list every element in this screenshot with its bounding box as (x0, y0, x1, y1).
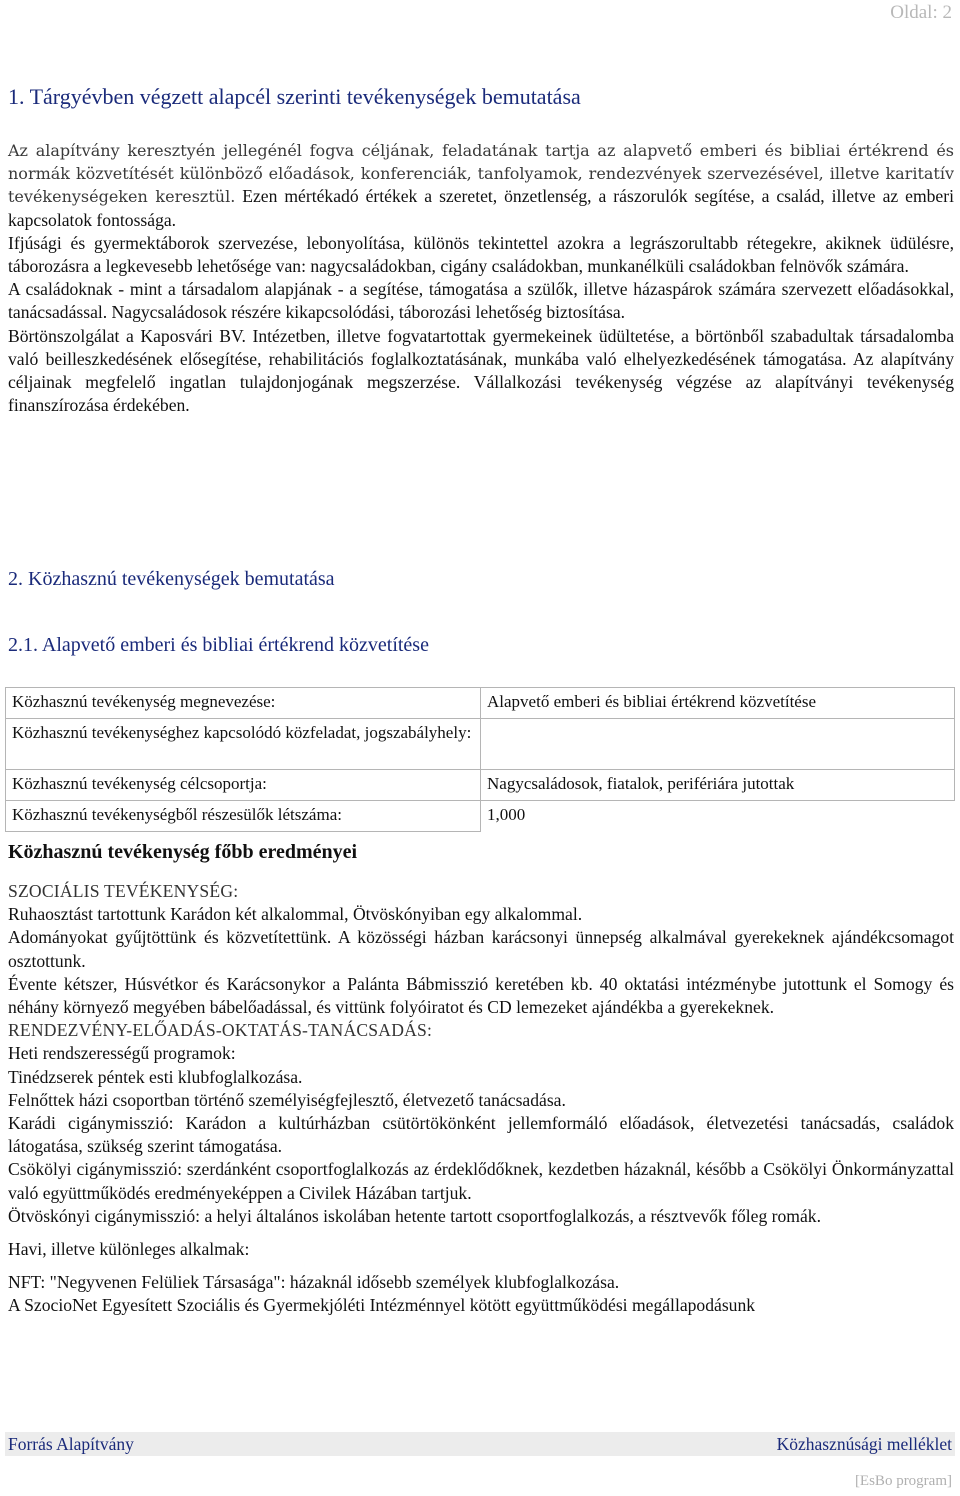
table-label: Közhasznú tevékenységhez kapcsolódó közfeladat, jogszabályhely: (6, 719, 481, 770)
footer-document-type: Közhasznúsági melléklet (776, 1433, 952, 1454)
result-line: Adományokat gyűjtöttünk és közvetítettünk. A közösségi házban karácsonyi ünnepség alkalmával gyerekeknek ajándékcsomagot osztottunk. (8, 927, 954, 971)
section-1-title: 1. Tárgyévben végzett alapcél szerinti tevékenységek bemutatása (8, 84, 581, 109)
activity-table (5, 687, 955, 832)
table-label: Közhasznú tevékenység megnevezése: (6, 688, 481, 719)
results-title: Közhasznú tevékenység főbb eredményei (8, 841, 358, 863)
result-line: Csökölyi cigánymisszió: szerdánként csoportfoglalkozás az érdeklődőknek, kezdetben házaknál, később a Csökölyi Önkormányzattal való együttműködés eredményeképpen a Civilek Házában tartjuk. (8, 1159, 954, 1203)
table-row (6, 688, 955, 719)
section-1-body (8, 139, 954, 417)
result-line: Évente kétszer, Húsvétkor és Karácsonykor a Palánta Bábmisszió keretében kb. 40 oktatási intézménybe jutottunk el Somogy és néhány környező megyében bábelőadással, és vittünk folyóiratot és CD lemezeket ajándékba a gyerekeknek. (8, 973, 954, 1018)
result-line: Heti rendszerességű programok: (8, 1043, 236, 1064)
result-line: Havi, illetve különleges alkalmak: (8, 1239, 250, 1260)
results-body (8, 880, 954, 1318)
table-value (481, 719, 955, 770)
section-2-1-title: 2.1. Alapvető emberi és bibliai értékrend közvetítése (8, 634, 429, 656)
social-heading: SZOCIÁLIS TEVÉKENYSÉG: (8, 881, 239, 901)
section-2-title: 2. Közhasznú tevékenységek bemutatása (8, 568, 335, 590)
result-line: Felnőttek házi csoportban történő személyiségfejlesztő, életvezető tanácsadása. (8, 1089, 566, 1110)
table-value: Alapvető emberi és bibliai értékrend közvetítése (481, 688, 955, 719)
page-number: Oldal: 2 (890, 2, 952, 23)
result-line: A SzocioNet Egyesített Szociális és Gyermekjóléti Intézménnyel kötött együttműködési megállapodásunk (8, 1295, 756, 1316)
table-label: Közhasznú tevékenység célcsoportja: (6, 770, 481, 801)
intro-sentence-a: Az alapítvány keresztyén jellegénél fogva céljának, feladatának tartja az alapvető emberi és bibliai értékrend és normák közvetítését különböző előadások, konferenciák, tanfolyamok, rendezvények szervezésével, illetve karitatív tevékenységeken keresztül. (8, 141, 954, 207)
footer-organization: Forrás Alapítvány (8, 1433, 134, 1454)
program-credit: [EsBo program] (854, 1473, 952, 1489)
result-line: Tinédzserek péntek esti klubfoglalkozása. (8, 1066, 303, 1087)
result-line: Karádi cigánymisszió: Karádon a kultúrházban csütörtökönként jellemformáló előadások, életvezetési tanácsadás, családok látogatása, szükség szerint támogatása. (8, 1113, 954, 1157)
event-heading: RENDEZVÉNY-ELŐADÁS-OKTATÁS-TANÁCSADÁS: (8, 1020, 433, 1041)
page-footer (5, 1432, 955, 1456)
paragraph-camps: Ifjúsági és gyermektáborok szervezése, lebonyolítása, különös tekintettel azokra a legrászorultabb rétegekre, akiknek üdülésre, táborozásra a legkevesebb lehetősége van: nagycsaládokban, cigány családokban, munkanélküli családokban felnövők számára. (8, 232, 954, 277)
table-value: 1,000 (481, 801, 955, 832)
table-label: Közhasznú tevékenységből részesülők létszáma: (6, 801, 481, 832)
result-line: Ruhaosztást tartottunk Karádon két alkalommal, Ötvöskónyiban egy alkalommal. (8, 904, 583, 925)
table-value: Nagycsaládosok, fiatalok, perifériára jutottak (481, 770, 955, 801)
result-line: Ötvöskónyi cigánymisszió: a helyi általános iskolában hetente tartott csoportfoglalkozás, a résztvevők főleg romák. (8, 1205, 821, 1226)
result-line: NFT: "Negyvenen Felüliek Társasága": házaknál idősebb személyek klubfoglalkozása. (8, 1272, 620, 1293)
paragraph-families: A családoknak - mint a társadalom alapjának - a segítése, támogatása a szülők, illetve házaspárok számára szervezett előadásokkal, tanácsadással. Nagycsaládosok részére kikapcsolódási, táborozási lehetőség biztosítása. (8, 279, 954, 323)
paragraph-prison: Börtönszolgálat a Kaposvári BV. Intézetben, illetve fogvatartottak gyermekeinek üdültetése, a börtönből szabadultak társadalomba való beilleszkedésének elősegítése, rehabilitációs foglalkoztatásának, munkába való elhelyezkedésének támogatása. Az alapítvány céljainak megfelelő ingatlan tulajdonjogának megszerzése. Vállalkozási tevékenység végzése az alapítványi tevékenység finanszírozása érdekében. (8, 325, 954, 416)
intro-sentence-b: Ezen mértékadó értékek a szeretet, önzetlenség, a rászorulók segítése, a család, illetve az emberi kapcsolatok fontossága. (8, 186, 954, 230)
table-row (6, 719, 955, 770)
table-row (6, 770, 955, 801)
table-row (6, 801, 955, 832)
